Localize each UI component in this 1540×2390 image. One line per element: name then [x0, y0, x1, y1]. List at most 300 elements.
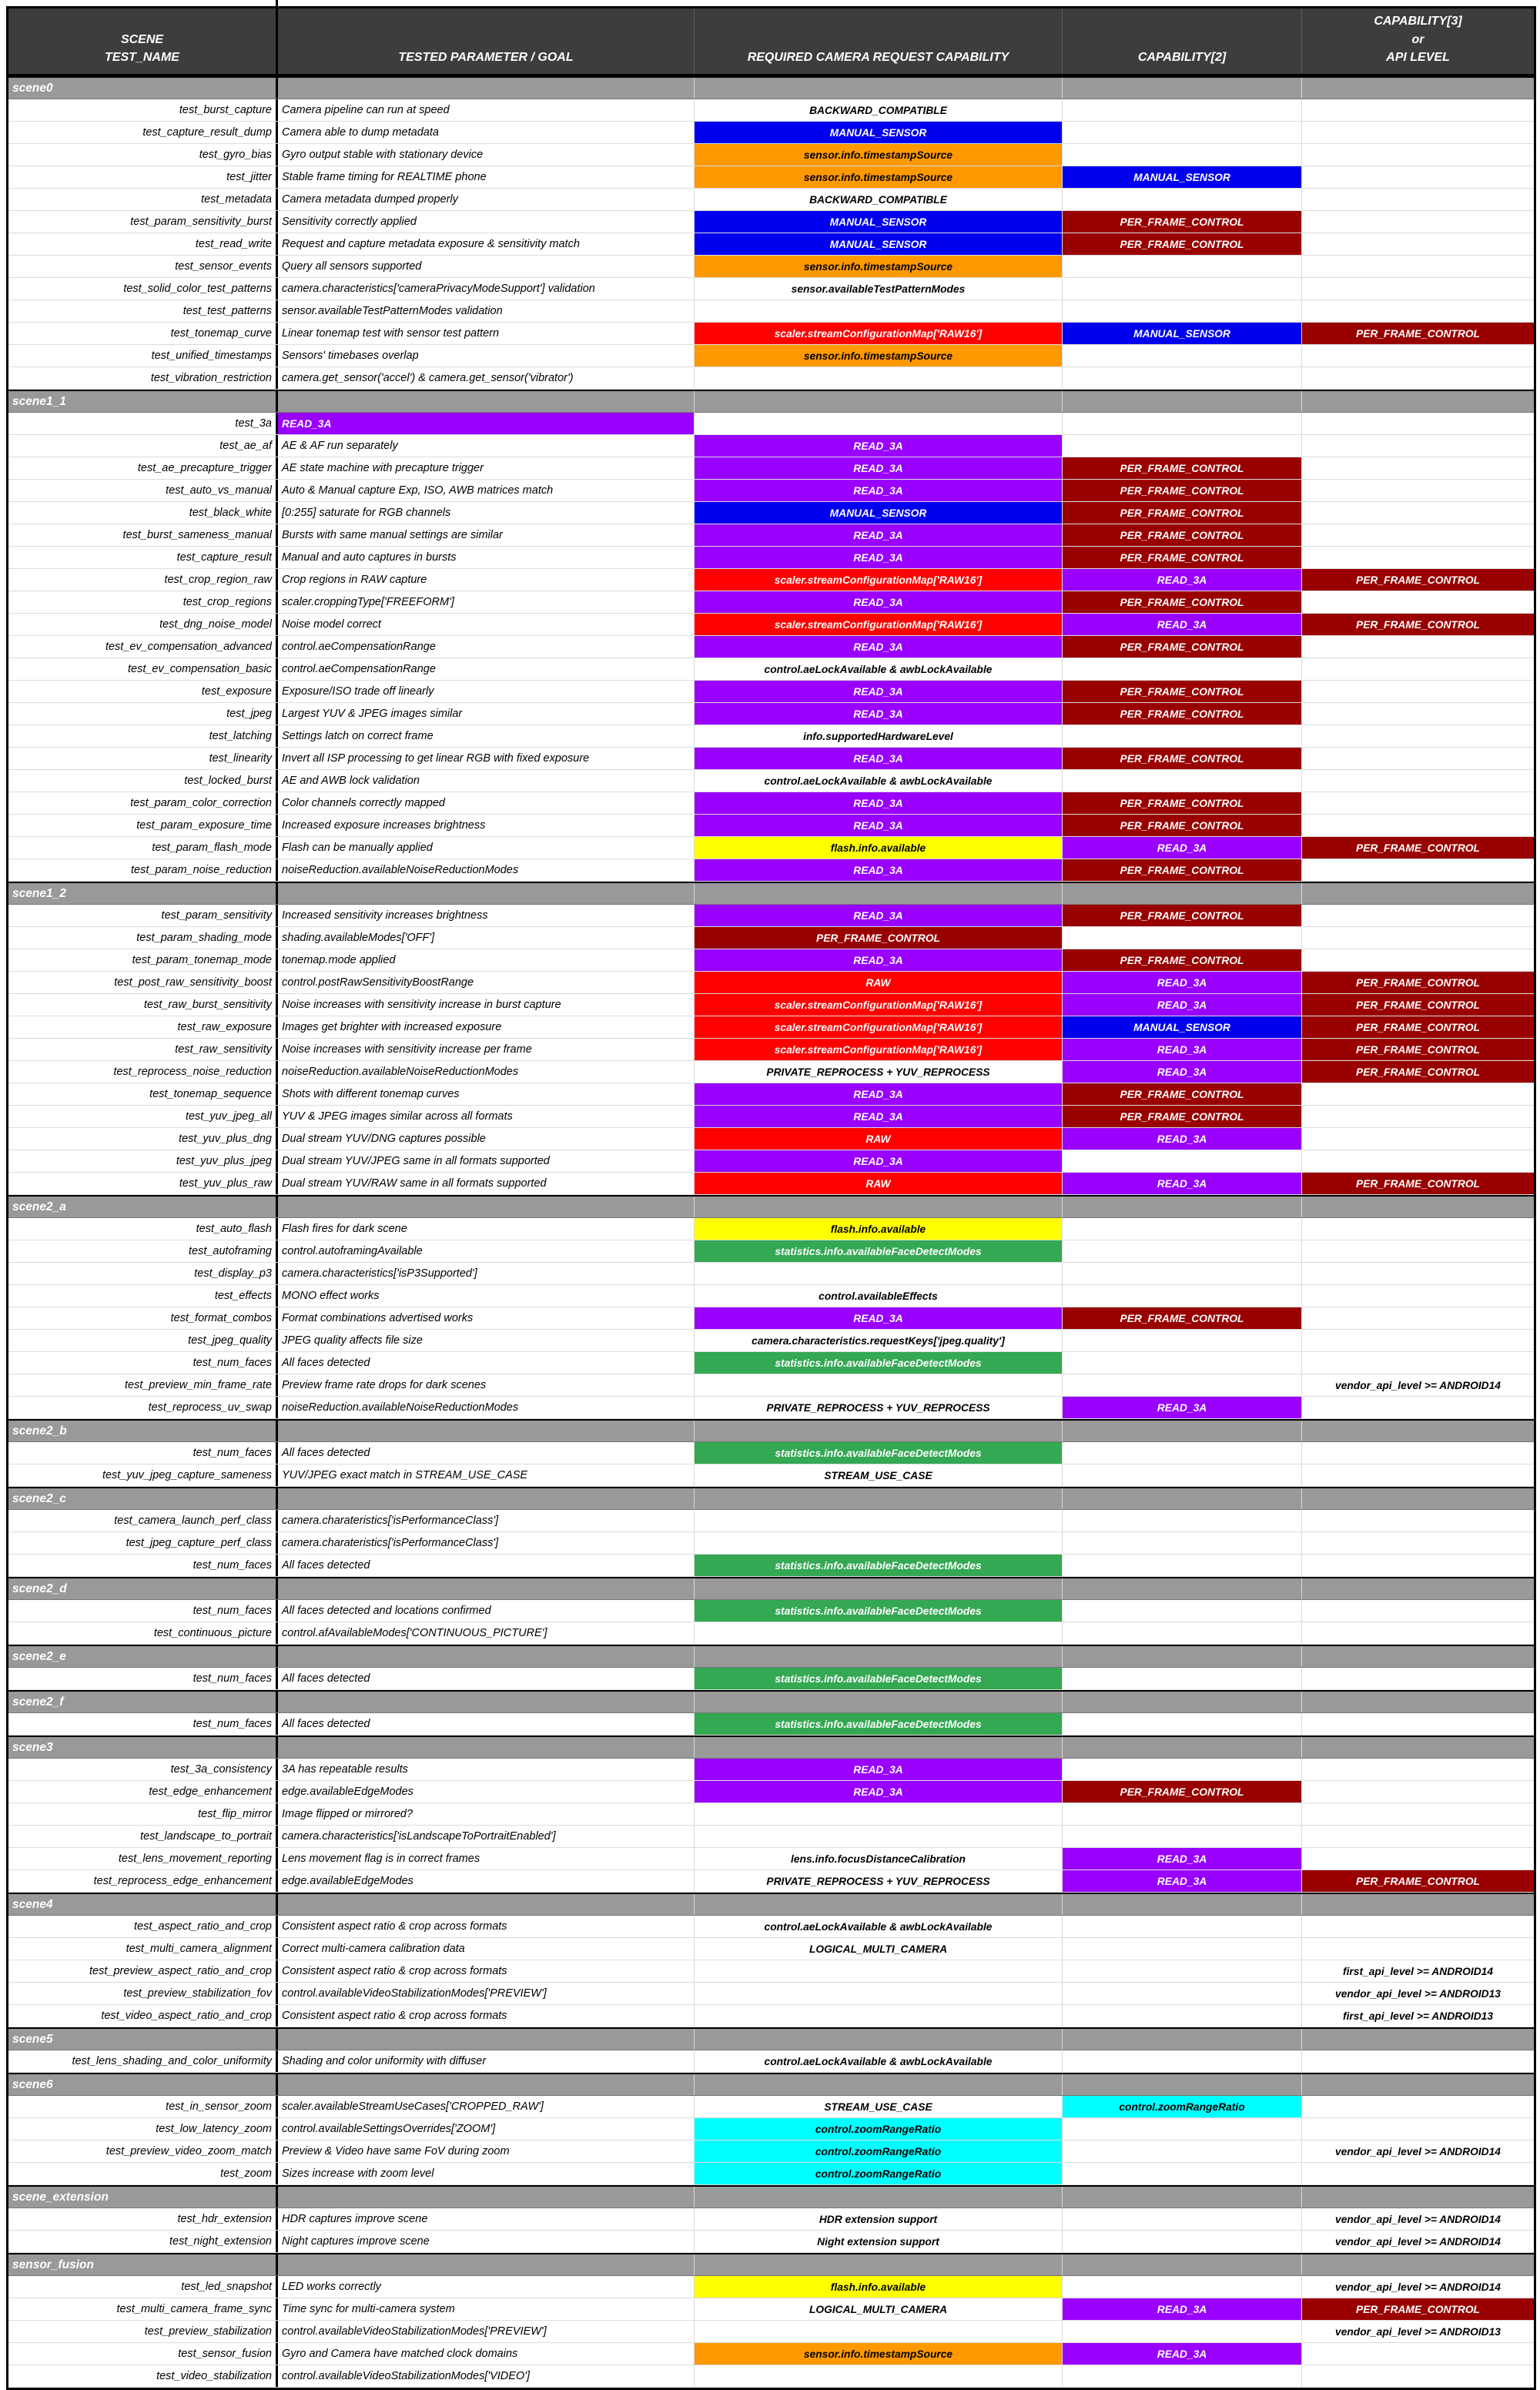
goal-cell: Shots with different tonemap curves [276, 1083, 694, 1105]
capability2-cell [1062, 725, 1301, 747]
test-row-test_video_stabilization [8, 2365, 1534, 2388]
test-name-cell: test_lens_movement_reporting [118, 1853, 272, 1865]
capability3-cell [1301, 681, 1534, 702]
required-capability-cell-value: MANUAL_SENSOR [695, 233, 1062, 255]
required-capability-cell [694, 1870, 1062, 1892]
test-name-cell: test_jpeg_capture_perf_class [126, 1537, 272, 1549]
capability2-cell-value: READ_3A [1063, 614, 1301, 635]
required-capability-cell-value: BACKWARD_COMPATIBLE [809, 104, 947, 116]
goal-cell: Increased sensitivity increases brightness [276, 905, 694, 926]
required-capability-cell [694, 2276, 1062, 2298]
capability2-cell [1062, 837, 1301, 859]
goal-cell: edge.availableEdgeModes [276, 1870, 694, 1892]
scene-band-sensor_fusion [8, 2253, 1534, 2276]
capability3-cell [1301, 1263, 1534, 1284]
test-row-test_reprocess_uv_swap [8, 1397, 1534, 1419]
capability3-cell [1301, 211, 1534, 233]
goal-cell: Night captures improve scene [276, 2231, 694, 2252]
test-name-cell: test_crop_regions [182, 596, 272, 608]
capability2-cell [1062, 1938, 1301, 1960]
test-row-test_format_combos [8, 1307, 1534, 1330]
capability3-cell [1301, 122, 1534, 143]
goal-cell: noiseReduction.availableNoiseReductionModes [276, 1061, 694, 1083]
capability2-cell [1062, 859, 1301, 881]
required-capability-cell [694, 837, 1062, 859]
goal-cell: control.autoframingAvailable [276, 1240, 694, 1262]
capability3-cell [1301, 1510, 1534, 1531]
test-row-test_jpeg [8, 703, 1534, 725]
test-name-cell: test_preview_stabilization_fov [123, 1987, 272, 2000]
header-label: TEST_NAME [105, 50, 179, 64]
capability2-cell [1062, 2096, 1301, 2117]
capability2-cell [1062, 1848, 1301, 1869]
test-name-cell: test_raw_burst_sensitivity [143, 999, 272, 1011]
required-capability-cell [694, 1938, 1062, 1960]
test-row-test_tonemap_sequence [8, 1083, 1534, 1106]
test-row-test_landscape_to_portrait [8, 1826, 1534, 1848]
scene-band-scene_extension [8, 2185, 1534, 2208]
capability3-cell [1301, 1442, 1534, 1464]
scene-band-cell [276, 78, 694, 99]
test-name-cell: test_param_exposure_time [136, 819, 272, 832]
capability2-cell [1062, 1307, 1301, 1329]
required-capability-cell-value: READ_3A [695, 1307, 1062, 1329]
scene-band-cell [1062, 391, 1301, 412]
scene-band-scene5 [8, 2027, 1534, 2050]
goal-cell: AE & AF run separately [276, 435, 694, 457]
test-name-cell: test_raw_sensitivity [175, 1043, 272, 1056]
test-row-test_preview_video_zoom_match [8, 2141, 1534, 2163]
capability3-cell [1301, 1759, 1534, 1780]
goal-cell: Format combinations advertised works [276, 1307, 694, 1329]
capability2-cell [1062, 1061, 1301, 1083]
required-capability-cell-value: STREAM_USE_CASE [824, 2100, 932, 2113]
scene-label: scene2_e [12, 1649, 66, 1663]
capability3-cell [1301, 502, 1534, 524]
test-row-test_ae_precapture_trigger [8, 457, 1534, 480]
required-capability-cell [694, 1263, 1062, 1284]
capability2-cell [1062, 770, 1301, 792]
capability3-cell-value: vendor_api_level >= ANDROID14 [1335, 2145, 1501, 2157]
required-capability-cell [694, 1848, 1062, 1869]
capability3-cell [1301, 345, 1534, 367]
goal-cell: control.availableVideoStabilizationModes['VIDEO'] [276, 2365, 694, 2387]
required-capability-cell [694, 2141, 1062, 2162]
required-capability-cell-value: LOGICAL_MULTI_CAMERA [808, 2303, 948, 2315]
capability2-cell [1062, 2276, 1301, 2298]
goal-cell: YUV & JPEG images similar across all formats [276, 1106, 694, 1127]
goal-cell: Noise model correct [276, 614, 694, 635]
required-capability-cell [694, 2365, 1062, 2387]
goal-cell: Gyro output stable with stationary device [276, 144, 694, 166]
required-capability-cell [694, 2050, 1062, 2072]
capability3-cell [1301, 792, 1534, 814]
goal-cell: All faces detected [276, 1713, 694, 1735]
goal-cell: camera.characteristics['isLandscapeToPortraitEnabled'] [276, 1826, 694, 1847]
required-capability-cell-value: PRIVATE_REPROCESS + YUV_REPROCESS [766, 1401, 990, 1414]
test-row-test_3a [8, 413, 1534, 435]
test-name-cell: test_video_aspect_ratio_and_crop [101, 2010, 272, 2022]
capability2-cell-value: PER_FRAME_CONTROL [1063, 502, 1301, 524]
required-capability-cell-value: statistics.info.availableFaceDetectModes [695, 1352, 1062, 1374]
capability3-cell [1301, 591, 1534, 613]
header-col-4 [1062, 8, 1301, 74]
capability2-cell [1062, 1555, 1301, 1576]
required-capability-cell [694, 1510, 1062, 1531]
required-capability-cell [694, 1668, 1062, 1689]
required-capability-cell-value: statistics.info.availableFaceDetectModes [695, 1555, 1062, 1576]
capability3-cell [1301, 1555, 1534, 1576]
required-capability-cell [694, 1555, 1062, 1576]
test-name-cell: test_linearity [209, 752, 272, 765]
goal-cell: All faces detected [276, 1352, 694, 1374]
required-capability-cell [694, 1916, 1062, 1937]
scene-band-cell [694, 1578, 1062, 1599]
test-name-cell: test_jitter [226, 171, 272, 183]
scene-band-cell [694, 1646, 1062, 1667]
goal-cell: noiseReduction.availableNoiseReductionModes [276, 859, 694, 881]
test-table [6, 6, 1536, 2390]
capability2-cell-value: PER_FRAME_CONTROL [1063, 636, 1301, 658]
capability3-cell-value: PER_FRAME_CONTROL [1302, 1061, 1534, 1083]
required-capability-cell-value: READ_3A [695, 905, 1062, 926]
capability2-cell-value: PER_FRAME_CONTROL [1063, 1781, 1301, 1803]
capability3-cell [1301, 2118, 1534, 2140]
goal-cell [276, 413, 694, 434]
test-row-test_raw_exposure [8, 1016, 1534, 1039]
scene-band-cell [694, 391, 1062, 412]
goal-cell: 3A has repeatable results [276, 1759, 694, 1780]
test-name-cell: test_reprocess_uv_swap [148, 1401, 272, 1414]
test-row-test_param_flash_mode [8, 837, 1534, 859]
capability2-cell-value: READ_3A [1063, 2298, 1301, 2320]
header-label: or [1411, 32, 1424, 46]
scene-band-cell [1301, 1894, 1534, 1915]
goal-cell: [0:255] saturate for RGB channels [276, 502, 694, 524]
test-name-cell: test_yuv_plus_dng [179, 1133, 272, 1145]
test-name-cell: test_continuous_picture [153, 1627, 272, 1639]
required-capability-cell-value: info.supportedHardwareLevel [803, 730, 953, 742]
capability3-cell [1301, 994, 1534, 1016]
capability3-cell [1301, 1916, 1534, 1937]
test-row-test_yuv_plus_jpeg [8, 1150, 1534, 1173]
goal-cell: Invert all ISP processing to get linear RGB with fixed exposure [276, 748, 694, 769]
test-row-test_led_snapshot [8, 2276, 1534, 2298]
required-capability-cell-value: PRIVATE_REPROCESS + YUV_REPROCESS [766, 1875, 990, 1887]
test-row-test_low_latency_zoom [8, 2118, 1534, 2141]
test-row-test_continuous_picture [8, 1622, 1534, 1645]
scene-band-cell [1301, 391, 1534, 412]
required-capability-cell-value: READ_3A [695, 1781, 1062, 1803]
test-row-test_param_noise_reduction [8, 859, 1534, 882]
test-name-cell: test_preview_video_zoom_match [105, 2145, 272, 2157]
capability2-cell-value: READ_3A [1063, 972, 1301, 993]
required-capability-cell [694, 256, 1062, 277]
capability2-cell [1062, 636, 1301, 658]
capability2-cell-value: READ_3A [1063, 837, 1301, 859]
required-capability-cell-value: READ_3A [695, 457, 1062, 479]
capability3-cell [1301, 2365, 1534, 2387]
test-name-cell: test_solid_color_test_patterns [123, 283, 272, 295]
required-capability-cell-value: control.zoomRangeRatio [695, 2118, 1062, 2140]
required-capability-cell [694, 2163, 1062, 2184]
scene-label: scene2_b [12, 1424, 67, 1438]
required-capability-cell [694, 636, 1062, 658]
capability2-cell [1062, 457, 1301, 479]
capability2-cell [1062, 815, 1301, 836]
header-label: REQUIRED CAMERA REQUEST CAPABILITY [747, 50, 1009, 64]
required-capability-cell-value: statistics.info.availableFaceDetectModes [695, 1713, 1062, 1735]
scene-band-cell [276, 1197, 694, 1217]
capability3-cell [1301, 1960, 1534, 1982]
scene-label: scene2_d [12, 1582, 67, 1595]
capability2-cell-value: MANUAL_SENSOR [1063, 323, 1301, 344]
scene-band-scene2_a [8, 1195, 1534, 1218]
required-capability-cell [694, 189, 1062, 210]
scene-band-cell [276, 1578, 694, 1599]
test-row-test_preview_stabilization [8, 2321, 1534, 2343]
required-capability-cell-value: MANUAL_SENSOR [695, 122, 1062, 143]
required-capability-cell [694, 681, 1062, 702]
scene-band-cell [1301, 883, 1534, 904]
capability3-cell [1301, 2321, 1534, 2342]
test-name-cell: test_preview_min_frame_rate [124, 1379, 272, 1391]
capability2-cell [1062, 1106, 1301, 1127]
required-capability-cell [694, 300, 1062, 322]
test-name-cell: test_capture_result_dump [142, 126, 272, 139]
capability3-cell [1301, 1240, 1534, 1262]
test-name-cell: test_crop_region_raw [164, 574, 272, 586]
capability3-cell [1301, 99, 1534, 121]
capability2-cell [1062, 1263, 1301, 1284]
test-name-cell: test_ev_compensation_basic [127, 663, 272, 675]
scene-label: scene5 [12, 2032, 53, 2046]
test-row-test_exposure [8, 681, 1534, 703]
capability3-cell [1301, 1218, 1534, 1240]
capability3-cell [1301, 569, 1534, 591]
capability3-cell [1301, 905, 1534, 926]
required-capability-cell [694, 591, 1062, 613]
capability3-cell [1301, 1803, 1534, 1825]
capability2-cell [1062, 591, 1301, 613]
test-row-test_lens_shading_and_color_uniformity [8, 2050, 1534, 2073]
required-capability-cell-value: READ_3A [695, 547, 1062, 568]
capability2-cell-value: READ_3A [1063, 569, 1301, 591]
goal-cell: Increased exposure increases brightness [276, 815, 694, 836]
required-capability-cell [694, 2096, 1062, 2117]
capability3-cell-value: PER_FRAME_CONTROL [1302, 1039, 1534, 1060]
scene-band-cell [1062, 2074, 1301, 2095]
goal-cell: All faces detected [276, 1555, 694, 1576]
test-row-test_video_aspect_ratio_and_crop [8, 2005, 1534, 2027]
required-capability-cell-value: READ_3A [695, 949, 1062, 971]
goal-cell: Sizes increase with zoom level [276, 2163, 694, 2184]
capability3-cell [1301, 1397, 1534, 1418]
test-name-cell: test_multi_camera_alignment [126, 1943, 272, 1955]
test-name-cell: test_unified_timestamps [151, 350, 272, 362]
scene-band-cell [276, 2029, 694, 2050]
required-capability-cell [694, 480, 1062, 501]
capability2-cell [1062, 1826, 1301, 1847]
required-capability-cell-value: READ_3A [695, 792, 1062, 814]
scene-band-cell [276, 1421, 694, 1441]
required-capability-cell-value: READ_3A [695, 1150, 1062, 1172]
test-name-cell: test_landscape_to_portrait [140, 1830, 272, 1843]
test-name-cell: test_video_stabilization [156, 2370, 272, 2382]
capability3-cell [1301, 2276, 1534, 2298]
test-row-test_camera_launch_perf_class [8, 1510, 1534, 1532]
capability2-cell-value: MANUAL_SENSOR [1063, 166, 1301, 188]
test-name-cell: test_post_raw_sensitivity_boost [114, 976, 272, 989]
required-capability-cell [694, 994, 1062, 1016]
capability2-cell [1062, 1983, 1301, 2004]
capability3-cell [1301, 457, 1534, 479]
capability3-cell-value: PER_FRAME_CONTROL [1302, 837, 1534, 859]
scene-label: scene2_a [12, 1200, 66, 1213]
capability3-cell [1301, 1039, 1534, 1060]
test-row-test_black_white [8, 502, 1534, 524]
test-row-test_ev_compensation_advanced [8, 636, 1534, 658]
test-row-test_preview_min_frame_rate [8, 1374, 1534, 1397]
scene-band-cell [694, 1197, 1062, 1217]
goal-cell: tonemap.mode applied [276, 949, 694, 971]
test-row-test_locked_burst [8, 770, 1534, 792]
capability2-cell [1062, 1218, 1301, 1240]
goal-cell: control.afAvailableModes['CONTINUOUS_PICTURE'] [276, 1622, 694, 1644]
capability2-cell [1062, 1397, 1301, 1418]
test-row-test_yuv_plus_dng [8, 1128, 1534, 1150]
required-capability-cell [694, 1016, 1062, 1038]
goal-cell: Shading and color uniformity with diffuser [276, 2050, 694, 2072]
goal-cell: control.aeCompensationRange [276, 658, 694, 680]
scene-band-scene1_2 [8, 882, 1534, 905]
test-row-test_burst_sameness_manual [8, 524, 1534, 547]
required-capability-cell-value: READ_3A [695, 703, 1062, 725]
scene-band-cell [1301, 1578, 1534, 1599]
test-name-cell: test_num_faces [192, 1672, 272, 1685]
test-name-cell: test_ev_compensation_advanced [105, 641, 272, 653]
capability2-cell-value: PER_FRAME_CONTROL [1063, 480, 1301, 501]
header-label: SCENE [120, 32, 164, 46]
goal-cell: Query all sensors supported [276, 256, 694, 277]
capability2-cell-value: PER_FRAME_CONTROL [1063, 211, 1301, 233]
required-capability-cell [694, 1039, 1062, 1060]
goal-cell: camera.get_sensor('accel') & camera.get_sensor('vibrator') [276, 367, 694, 389]
required-capability-cell-value: flash.info.available [695, 837, 1062, 859]
scene-band-cell [1301, 1488, 1534, 1509]
test-name-cell: test_aspect_ratio_and_crop [134, 1920, 272, 1933]
capability2-cell [1062, 1083, 1301, 1105]
required-capability-cell [694, 1532, 1062, 1554]
goal-cell: All faces detected [276, 1668, 694, 1689]
scene-band-cell [1301, 2254, 1534, 2275]
goal-cell: control.availableVideoStabilizationModes['PREVIEW'] [276, 1983, 694, 2004]
capability2-cell [1062, 1960, 1301, 1982]
test-name-cell: test_preview_aspect_ratio_and_crop [89, 1965, 272, 1977]
test-name-cell: test_capture_result [176, 551, 272, 564]
capability3-cell [1301, 1307, 1534, 1329]
capability3-cell [1301, 189, 1534, 210]
test-row-test_num_faces [8, 1668, 1534, 1690]
capability3-cell [1301, 2231, 1534, 2252]
required-capability-cell [694, 1150, 1062, 1172]
capability2-cell [1062, 927, 1301, 949]
capability3-cell [1301, 859, 1534, 881]
required-capability-cell-value: READ_3A [695, 435, 1062, 457]
scene-band-cell [276, 2074, 694, 2095]
capability2-cell [1062, 1128, 1301, 1150]
goal-cell: Dual stream YUV/DNG captures possible [276, 1128, 694, 1150]
test-row-test_tonemap_curve [8, 323, 1534, 345]
capability3-cell [1301, 1983, 1534, 2004]
capability3-cell-value: vendor_api_level >= ANDROID14 [1335, 2213, 1501, 2225]
goal-cell: Manual and auto captures in bursts [276, 547, 694, 568]
capability3-cell [1301, 837, 1534, 859]
capability3-cell [1301, 256, 1534, 277]
required-capability-cell-value: READ_3A [695, 1759, 1062, 1780]
capability3-cell [1301, 524, 1534, 546]
test-row-test_aspect_ratio_and_crop [8, 1916, 1534, 1938]
capability3-cell [1301, 703, 1534, 725]
scene-band-scene2_c [8, 1487, 1534, 1510]
capability2-cell-value: PER_FRAME_CONTROL [1063, 1307, 1301, 1329]
required-capability-cell [694, 770, 1062, 792]
capability2-cell [1062, 300, 1301, 322]
required-capability-cell-value: PRIVATE_REPROCESS + YUV_REPROCESS [766, 1066, 990, 1078]
capability2-cell [1062, 792, 1301, 814]
goal-cell: camera.charateristics['isPerformanceClass'] [276, 1510, 694, 1531]
capability2-cell [1062, 1285, 1301, 1307]
required-capability-cell [694, 1397, 1062, 1418]
required-capability-cell-value: control.zoomRangeRatio [695, 2163, 1062, 2184]
capability2-cell-value: PER_FRAME_CONTROL [1063, 792, 1301, 814]
capability2-cell [1062, 2343, 1301, 2365]
test-row-test_jpeg_quality [8, 1330, 1534, 1352]
required-capability-cell-value: flash.info.available [695, 2276, 1062, 2298]
capability2-cell [1062, 435, 1301, 457]
capability3-cell [1301, 1285, 1534, 1307]
test-row-test_num_faces [8, 1352, 1534, 1374]
capability2-cell-value: PER_FRAME_CONTROL [1063, 1083, 1301, 1105]
required-capability-cell-value: READ_3A [695, 748, 1062, 769]
required-capability-cell [694, 859, 1062, 881]
capability2-cell [1062, 748, 1301, 769]
required-capability-cell-value: control.aeLockAvailable & awbLockAvailable [764, 2055, 993, 2067]
goal-cell: sensor.availableTestPatternModes validation [276, 300, 694, 322]
test-row-test_multi_camera_frame_sync [8, 2298, 1534, 2321]
required-capability-cell-value: scaler.streamConfigurationMap['RAW16'] [695, 323, 1062, 344]
test-name-cell: test_num_faces [192, 1559, 272, 1572]
scene-label: scene0 [12, 81, 53, 95]
required-capability-cell [694, 2005, 1062, 2027]
test-row-test_flip_mirror [8, 1803, 1534, 1826]
test-row-test_linearity [8, 748, 1534, 770]
test-name-cell: test_param_flash_mode [152, 842, 272, 854]
capability2-cell [1062, 166, 1301, 188]
capability3-cell [1301, 927, 1534, 949]
capability2-cell [1062, 614, 1301, 635]
required-capability-cell [694, 748, 1062, 769]
capability3-cell [1301, 949, 1534, 971]
capability3-cell [1301, 435, 1534, 457]
capability2-cell [1062, 524, 1301, 546]
capability2-cell-value: READ_3A [1063, 1397, 1301, 1418]
scene-label: scene2_f [12, 1695, 64, 1709]
test-row-test_param_sensitivity_burst [8, 211, 1534, 233]
required-capability-cell [694, 1173, 1062, 1194]
scene-band-cell [1301, 1197, 1534, 1217]
header-col-2 [276, 8, 694, 74]
